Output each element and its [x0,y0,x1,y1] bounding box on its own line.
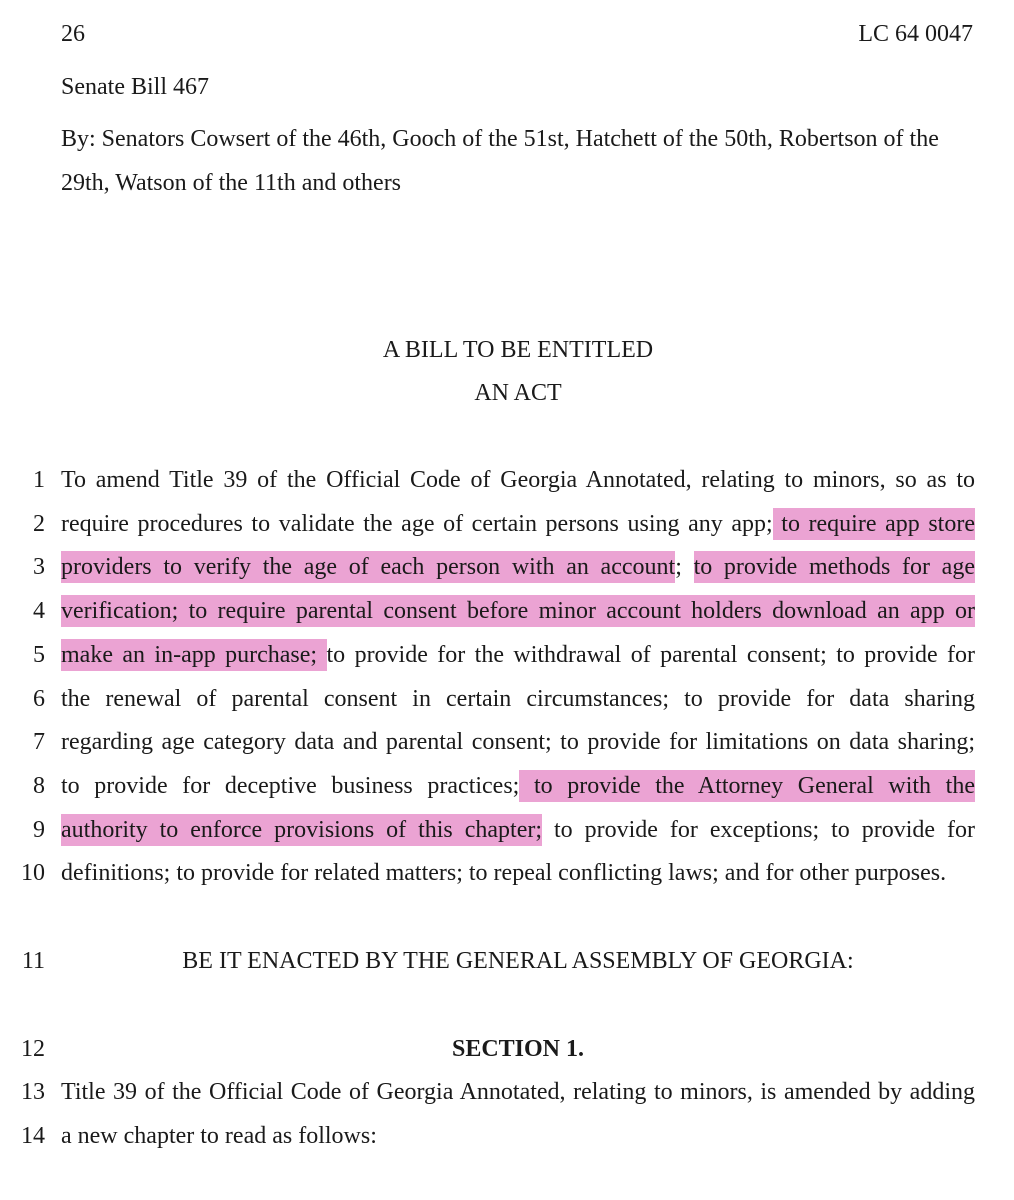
line-number: 6 [33,686,45,712]
body-line [61,859,975,887]
section-line: Title 39 of the Official Code of Georgia Annotated, relating to minors, is amended by adding [61,1079,975,1105]
bill-title-line-1: A BILL TO BE ENTITLED [382,337,654,363]
body-line [61,728,975,756]
line-text: to provide for deceptive business practices; [61,773,520,799]
body-line [61,772,975,800]
line-number: 2 [33,511,45,537]
line-text: ; [675,554,694,580]
body-line [61,816,975,844]
line-number: 1 [33,467,45,493]
line-number: 11 [21,948,45,974]
line-text: regarding age category data and parental consent; to provide for limitations on data sharing; [61,729,975,755]
line-number: 9 [33,817,45,843]
body-line [61,466,975,494]
bill-sponsors: By: Senators Cowsert of the 46th, Gooch of the 51st, Hatchett of the 50th, Robertson of the 29th, Watson of the 11th and others [61,126,939,196]
bill-number: Senate Bill 467 [61,74,209,100]
highlighted-text: to provide the Attorney General with the [519,770,975,802]
body-line [61,553,975,581]
line-text: require procedures to validate the age of certain persons using any app; [61,511,773,537]
line-text: definitions; to provide for related matters; to repeal conflicting laws; and for other purposes. [61,860,947,886]
section-title: SECTION 1. [451,1036,585,1062]
line-number: 7 [33,729,45,755]
line-text: to provide for exceptions; to provide for [542,817,976,843]
highlighted-text: verification; to require parental consent before minor account holders download an app or [61,595,975,627]
line-number: 8 [33,773,45,799]
enacting-clause: BE IT ENACTED BY THE GENERAL ASSEMBLY OF GEORGIA: [182,948,854,974]
body-line [61,510,975,538]
line-number: 5 [33,642,45,668]
lc-code: LC 64 0047 [858,21,973,47]
highlighted-text: to require app store [773,508,975,540]
body-line [61,641,975,669]
line-number: 4 [33,598,45,624]
line-number: 10 [21,860,45,886]
line-number: 3 [33,554,45,580]
highlighted-text: to provide methods for age [694,551,975,583]
page-number: 26 [61,21,85,47]
section-line: a new chapter to read as follows: [61,1123,377,1149]
highlighted-text: authority to enforce provisions of this chapter; [61,814,542,846]
body-line [61,597,975,625]
body-line [61,685,975,713]
highlighted-text: providers to verify the age of each person with an account [61,551,675,583]
highlighted-text: make an in-app purchase; [61,639,327,671]
line-text: To amend Title 39 of the Official Code of Georgia Annotated, relating to minors, so as to [61,467,975,493]
bill-title-line-2: AN ACT [474,380,562,406]
line-number: 12 [21,1036,45,1062]
line-number: 14 [21,1123,45,1149]
line-text: to provide for the withdrawal of parental consent; to provide for [326,642,975,668]
line-number: 13 [21,1079,45,1105]
line-text: the renewal of parental consent in certain circumstances; to provide for data sharing [61,686,975,712]
